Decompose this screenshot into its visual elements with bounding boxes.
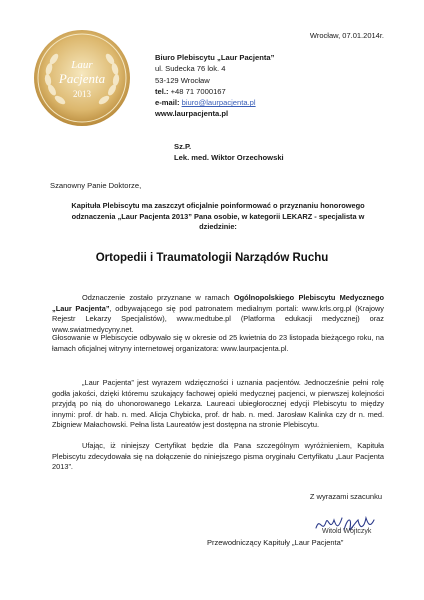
email-link[interactable]: biuro@laurpacjenta.pl	[181, 98, 256, 108]
paragraph2-end: , odbywającego się pod patronatem medialnym portali: www.krls.org.pl (Krajowy Rejestr Lekarzy Specjalistów), www.medtube.pl (Platforma edukacji medycznej) oraz www.swiatmedycyny.net.	[52, 303, 384, 334]
paragraph2-bold: Ogólnopolskiego Plebiscytu Medycznego „Laur Pacjenta”	[52, 293, 384, 313]
letter-date: Wrocław, 07.01.2014r.	[309, 31, 384, 40]
specialty-heading: Ortopedii i Traumatologii Narządów Ruchu	[95, 252, 329, 264]
signer-name: Witold Wójtczyk	[322, 528, 372, 535]
organization-email	[155, 97, 274, 108]
signer-title: Przewodniczący Kapituły „Laur Pacjenta”	[207, 538, 344, 547]
seal-text-line2: Pacjenta	[58, 71, 106, 86]
paragraph2-start: Odznaczenie zostało przyznane w ramach	[82, 293, 234, 302]
phone-value: +48 71 7000167	[168, 86, 226, 96]
organization-name: Biuro Plebiscytu „Laur Pacjenta”	[155, 53, 275, 62]
laur-pacjenta-seal-logo	[32, 28, 132, 128]
recipient-name: Lek. med. Wiktor Orzechowski	[174, 153, 284, 162]
recipient-block	[174, 141, 284, 163]
organization-street: ul. Sudecka 76 lok. 4	[155, 64, 226, 74]
paragraph-about-award: „Laur Pacjenta” jest wyrazem wdzięczności i uznania pacjentów. Jednocześnie pełni rolę godła jakości, dzięki któremu szukający fachowej opieki medycznej pacjenci, w pierwszej kolejności przyjdą po nią do uhonorowanego Lekarza. Laureaci ubiegłorocznej edycji Plebiscytu to między innymi: prof. dr hab. n. med. Alicja Chybicka, prof. dr hab. n. med. Jarosław Kalinka czy dr n. med. Zbigniew Małachowski. Pełna lista Laureatów jest dostępna na stronie Plebiscytu.	[52, 378, 384, 430]
email-label: e-mail:	[155, 98, 180, 108]
seal-text-line1: Laur	[71, 59, 93, 71]
organization-website[interactable]: www.laurpacjenta.pl	[155, 109, 229, 119]
paragraph-voting: Głosowanie w Plebiscycie odbywało się w okresie od 25 kwietnia do 23 listopada bieżącego roku, na łamach oficjalnej witryny internetowej organizatora: www.laurpacjenta.pl.	[52, 333, 384, 353]
organization-block	[155, 52, 274, 120]
organization-phone	[155, 86, 274, 97]
paragraph-announcement: Kapituła Plebiscytu ma zaszczyt oficjalnie poinformować o przyznaniu honorowego odznaczenia „Laur Pacjenta 2013” Pana osobie, w kategorii LEKARZ - specjalista w dziedzinie:	[71, 201, 365, 232]
recipient-salutation-abbr: Sz.P.	[174, 142, 192, 151]
paragraph-award-details	[52, 293, 384, 335]
handwritten-signature	[312, 510, 382, 540]
seal-text-line3: 2013	[73, 89, 91, 99]
paragraph-certificate: Ufając, iż niniejszy Certyfikat będzie dla Pana szczególnym wyróżnieniem, Kapituła Plebiscytu zdecydowała się na dołączenie do niniejszego pisma oryginału Certyfikatu „Laur Pacjenta 2013”.	[52, 441, 384, 472]
salutation: Szanowny Panie Doktorze,	[50, 181, 142, 190]
organization-city: 53-129 Wrocław	[155, 75, 210, 85]
phone-label: tel.:	[155, 86, 169, 96]
closing-phrase: Z wyrazami szacunku	[309, 492, 382, 501]
